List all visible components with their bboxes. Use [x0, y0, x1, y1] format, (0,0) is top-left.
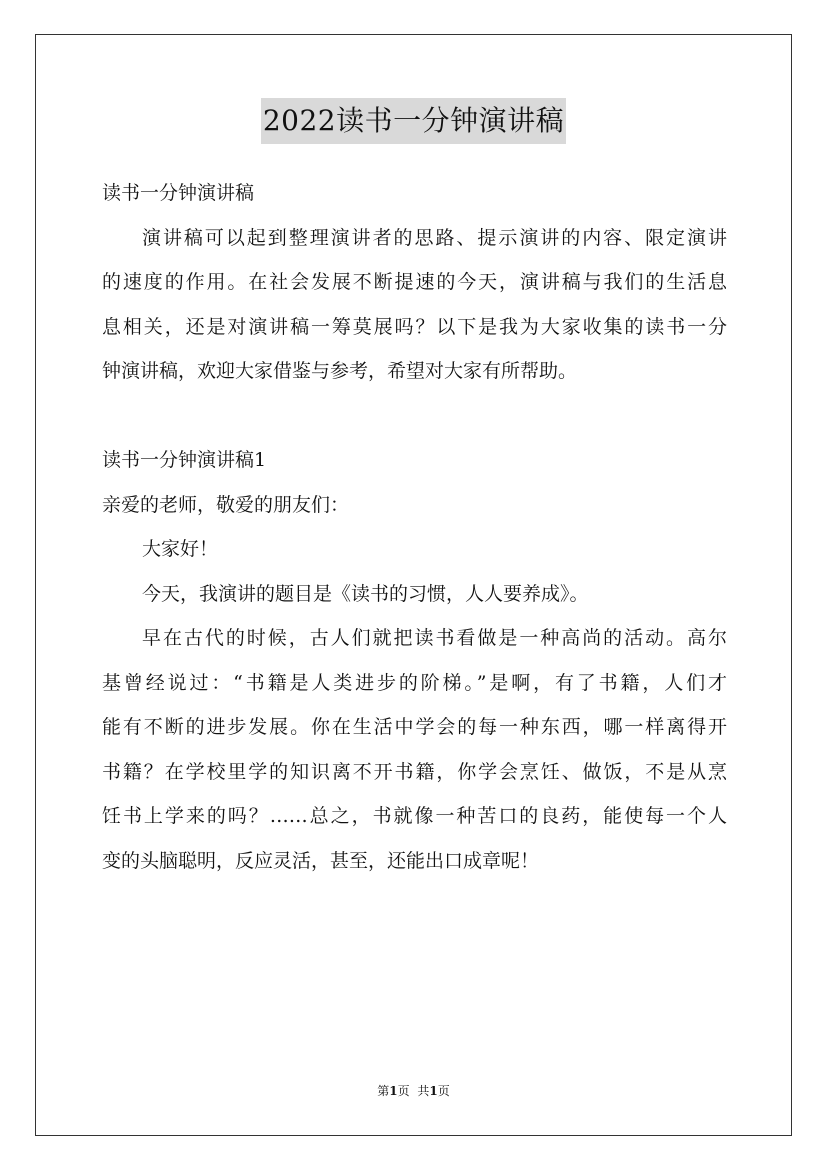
footer-total-prefix: 共	[417, 1084, 430, 1098]
section-heading: 读书一分钟演讲稿1	[102, 449, 267, 471]
paragraph-line: 饪书上学来的吗？……总之，书就像一种苦口的良药，能使每一个人	[102, 805, 727, 827]
paragraph-line: 演讲稿可以起到整理演讲者的思路、提示演讲的内容、限定演讲	[142, 226, 727, 249]
paragraph-line: 今天，我演讲的题目是《读书的习惯，人人要养成》。	[142, 582, 589, 605]
footer-page-prefix: 第	[377, 1084, 390, 1098]
paragraph-line: 变的头脑聪明，反应灵活，甚至，还能出口成章呢！	[102, 849, 540, 872]
footer-total-suffix: 页	[437, 1084, 450, 1098]
footer-total-pages: 1	[429, 1084, 438, 1098]
document-title: 2022读书一分钟演讲稿	[261, 98, 566, 144]
title-container	[0, 98, 827, 144]
paragraph-line: 基曾经说过：“书籍是人类进步的阶梯。”是啊，有了书籍，人们才	[102, 671, 727, 694]
paragraph-line: 的速度的作用。在社会发展不断提速的今天，演讲稿与我们的生活息	[102, 271, 727, 293]
footer-page-suffix: 页	[397, 1084, 410, 1098]
paragraph-line: 早在古代的时候，古人们就把读书看做是一种高尚的活动。高尔	[142, 627, 727, 649]
paragraph-line: 书籍？在学校里学的知识离不开书籍，你学会烹饪、做饭，不是从烹	[102, 760, 727, 783]
paragraph-line: 钟演讲稿，欢迎大家借鉴与参考，希望对大家有所帮助。	[102, 360, 578, 382]
salutation-line: 亲爱的老师，敬爱的朋友们：	[102, 493, 350, 516]
document-body	[102, 171, 727, 883]
paragraph-line: 能有不断的进步发展。你在生活中学会的每一种东西，哪一样离得开	[102, 716, 727, 738]
paragraph-line: 息相关，还是对演讲稿一筹莫展吗？以下是我为大家收集的读书一分	[102, 315, 727, 338]
section-heading: 读书一分钟演讲稿	[102, 182, 255, 204]
blank-line	[102, 394, 727, 439]
footer-page-number: 1	[389, 1084, 398, 1098]
page-footer	[0, 1083, 827, 1099]
greeting-line: 大家好！	[142, 538, 219, 560]
